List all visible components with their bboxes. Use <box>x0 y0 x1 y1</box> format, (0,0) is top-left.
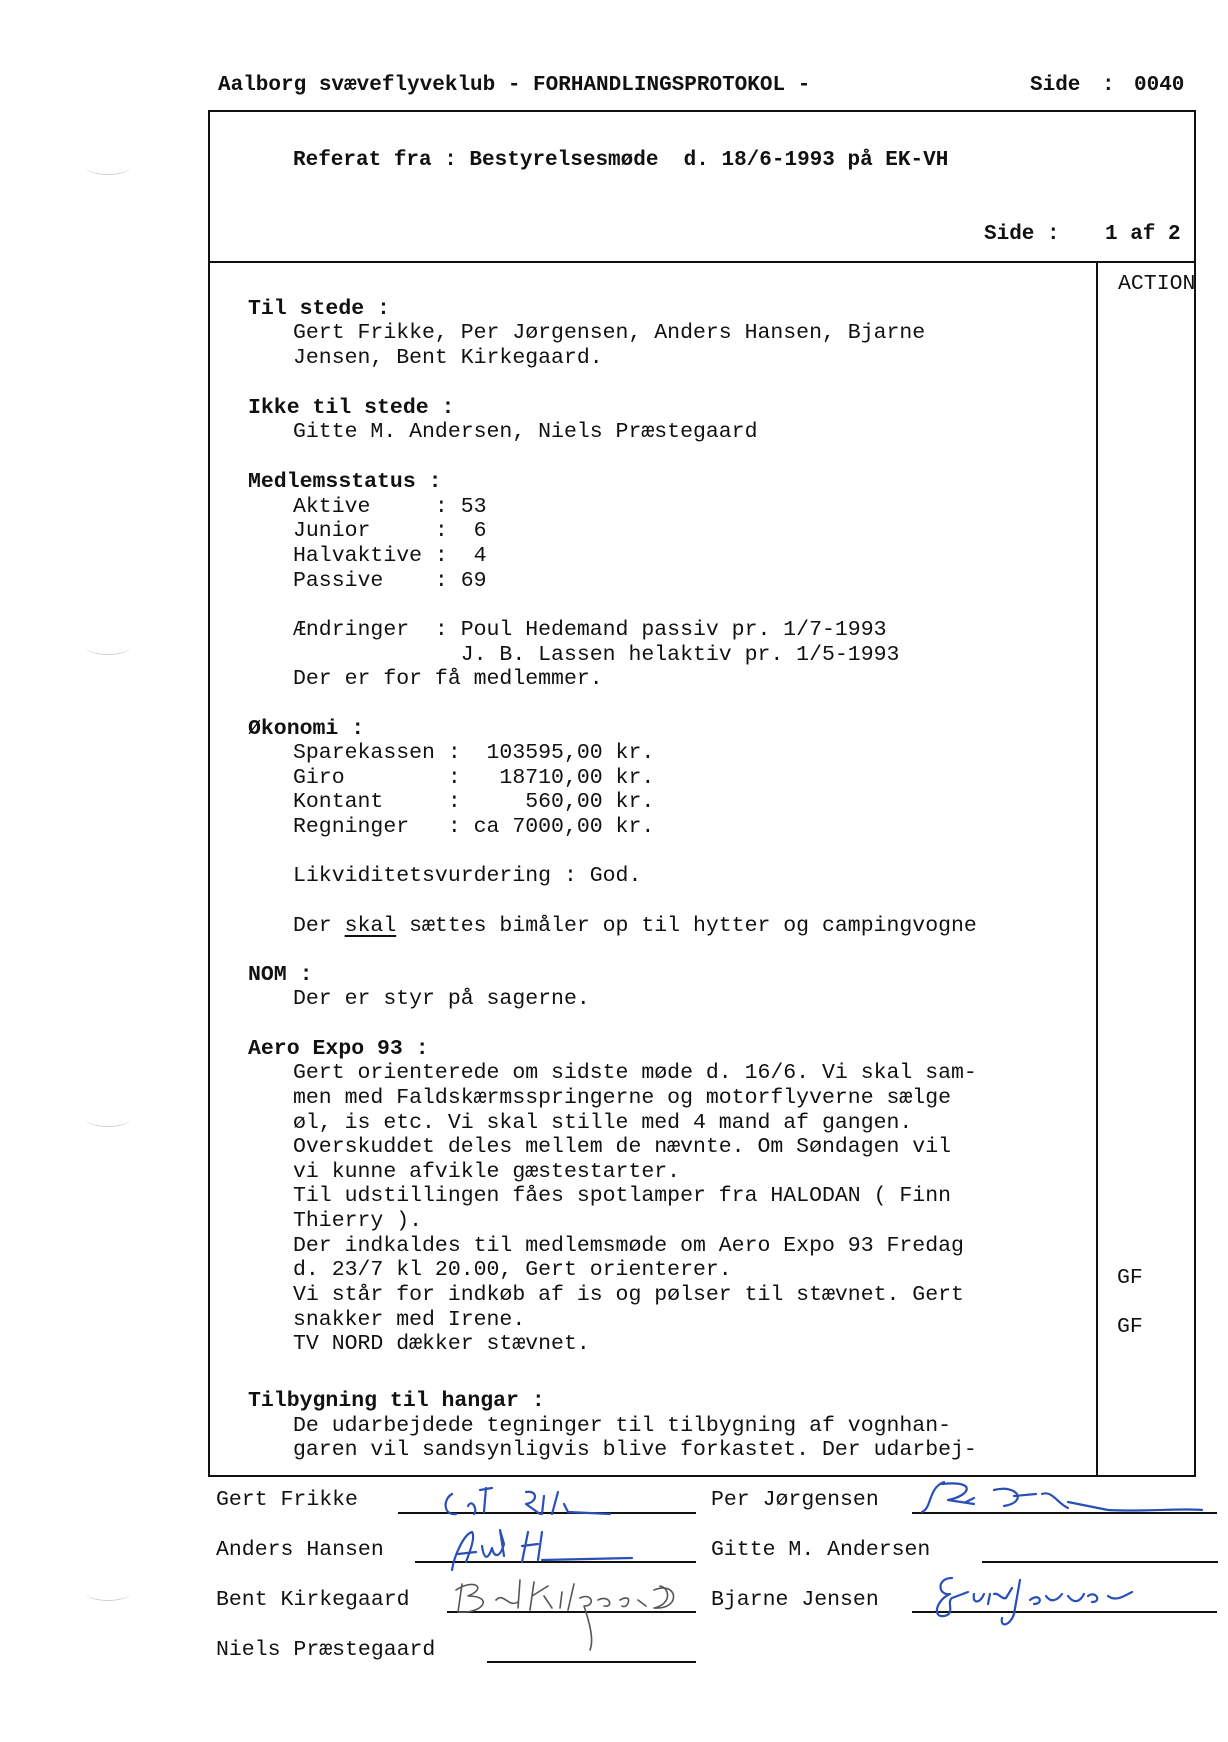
sheet-side-label: Side : <box>984 223 1060 246</box>
signatory-name: Anders Hansen <box>216 1538 384 1562</box>
page-label: Side <box>1030 74 1081 97</box>
members-change-line: Ændringer : Poul Hedemand passiv pr. 1/7-1993 <box>293 618 887 642</box>
frame-left-rule <box>208 110 210 1476</box>
expo-line: Gert orienterede om sidste møde d. 16/6. Vi skal sam- <box>293 1061 977 1085</box>
hangar-line: De udarbejdede tegninger til tilbygning af vognhan- <box>293 1414 952 1438</box>
page-number: 0040 <box>1134 74 1185 97</box>
nom-line: Der er styr på sagerne. <box>293 987 590 1011</box>
nom-heading: NOM : <box>248 963 313 987</box>
page-colon: : <box>1102 74 1115 97</box>
action-column-header: ACTION <box>1118 272 1196 296</box>
signature-line <box>982 1561 1218 1563</box>
punch-hole-mark <box>86 1586 130 1601</box>
members-change-line: Der er for få medlemmer. <box>293 667 603 691</box>
signature-bent-kirkegaard <box>448 1574 708 1659</box>
signature-bjarne-jensen <box>922 1572 1172 1637</box>
signature-anders-hansen <box>442 1526 642 1579</box>
meeting-title: Referat fra : Bestyrelsesmøde d. 18/6-1993 på EK-VH <box>293 149 949 172</box>
expo-line: Overskuddet deles mellem de nævnte. Om Søndagen vil <box>293 1135 952 1159</box>
punch-hole-mark <box>86 160 130 175</box>
title-box-bottom-rule <box>210 261 1195 263</box>
meter-line-emphasis: skal <box>344 914 397 938</box>
action-initials: GF <box>1117 1266 1143 1290</box>
signatory-name: Bent Kirkegaard <box>216 1588 410 1612</box>
signatory-name: Per Jørgensen <box>711 1488 879 1512</box>
signatory-name: Niels Præstegaard <box>216 1638 436 1662</box>
expo-line: d. 23/7 kl 20.00, Gert orienterer. <box>293 1258 732 1282</box>
action-column-rule <box>1096 261 1098 1476</box>
sheet-side-value: 1 af 2 <box>1105 223 1181 246</box>
signature-line <box>487 1661 696 1663</box>
present-line: Jensen, Bent Kirkegaard. <box>293 346 603 370</box>
expo-line: øl, is etc. Vi skal stille med 4 mand af gangen. <box>293 1111 913 1135</box>
punch-hole-mark <box>86 1112 130 1127</box>
absent-heading: Ikke til stede : <box>248 396 455 420</box>
economy-row: Kontant : 560,00 kr. <box>293 790 655 814</box>
expo-line: Thierry ). <box>293 1209 423 1233</box>
expo-heading: Aero Expo 93 : <box>248 1037 429 1061</box>
members-heading: Medlemsstatus : <box>248 470 442 494</box>
economy-row: Regninger : ca 7000,00 kr. <box>293 815 655 839</box>
expo-line: Vi står for indkøb af is og pølser til stævnet. Gert <box>293 1283 964 1307</box>
club-title: Aalborg svæveflyveklub - FORHANDLINGSPROTOKOL - <box>218 74 811 97</box>
punch-hole-mark <box>86 640 130 655</box>
expo-line: vi kunne afvikle gæstestarter. <box>293 1160 681 1184</box>
economy-row: Giro : 18710,00 kr. <box>293 766 655 790</box>
members-row: Aktive : 53 <box>293 495 487 519</box>
action-initials: GF <box>1117 1315 1143 1339</box>
frame-top-rule <box>210 110 1195 112</box>
economy-row: Sparekassen : 103595,00 kr. <box>293 741 655 765</box>
liquidity-line: Likviditetsvurdering : God. <box>293 864 642 888</box>
frame-bottom-rule <box>208 1475 1196 1477</box>
frame-right-rule <box>1194 110 1196 1476</box>
hangar-line: garen vil sandsynligvis blive forkastet. Der udarbej- <box>293 1438 977 1462</box>
members-row: Junior : 6 <box>293 519 487 543</box>
absent-line: Gitte M. Andersen, Niels Præstegaard <box>293 420 758 444</box>
present-heading: Til stede : <box>248 297 390 321</box>
hangar-heading: Tilbygning til hangar : <box>248 1389 545 1413</box>
signatory-name: Gitte M. Andersen <box>711 1538 931 1562</box>
signature-gert-frikke <box>440 1486 620 1525</box>
expo-line: TV NORD dækker stævnet. <box>293 1332 590 1356</box>
economy-heading: Økonomi : <box>248 717 365 741</box>
members-row: Halvaktive : 4 <box>293 544 487 568</box>
expo-line: Der indkaldes til medlemsmøde om Aero Expo 93 Fredag <box>293 1234 964 1258</box>
signatory-name: Gert Frikke <box>216 1488 358 1512</box>
meter-line-suffix: sættes bimåler op til hytter og campingvogne <box>396 914 977 938</box>
signature-per-jorgensen <box>918 1478 1208 1523</box>
expo-line: Til udstillingen fåes spotlamper fra HALODAN ( Finn <box>293 1184 952 1208</box>
present-line: Gert Frikke, Per Jørgensen, Anders Hansen, Bjarne <box>293 321 926 345</box>
signatory-name: Bjarne Jensen <box>711 1588 879 1612</box>
members-change-line: J. B. Lassen helaktiv pr. 1/5-1993 <box>293 643 900 667</box>
meter-line <box>293 914 977 939</box>
expo-line: men med Faldskærmsspringerne og motorflyverne sælge <box>293 1086 952 1110</box>
members-row: Passive : 69 <box>293 569 487 593</box>
expo-line: snakker med Irene. <box>293 1308 526 1332</box>
meter-line-prefix: Der <box>293 914 345 938</box>
